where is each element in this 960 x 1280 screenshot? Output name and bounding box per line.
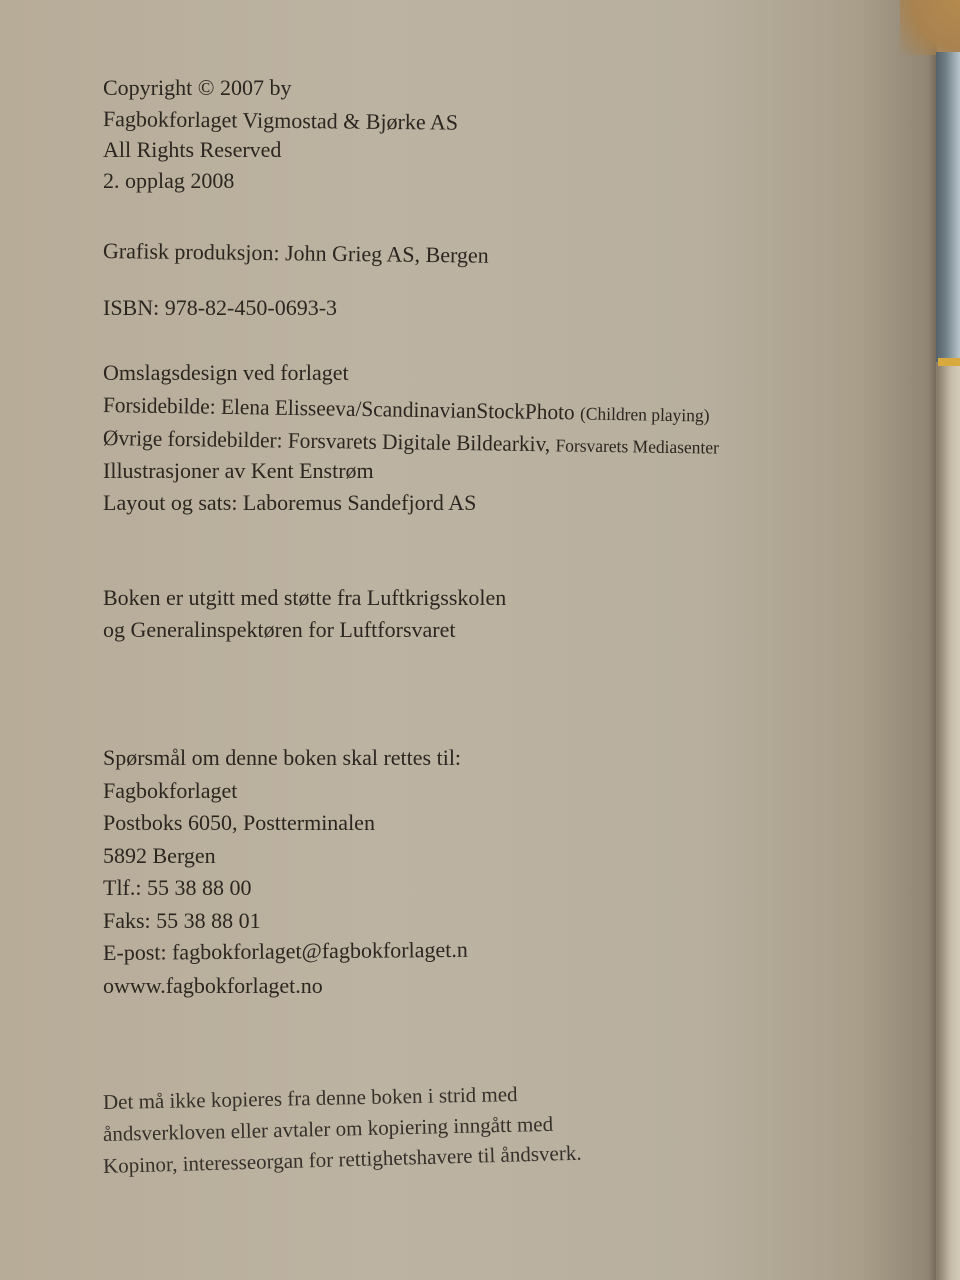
- book-cover-edge: [936, 52, 960, 362]
- contact-phone: Tlf.: 55 38 88 00: [103, 875, 252, 900]
- contact-city: 5892 Bergen: [103, 842, 216, 868]
- contact-publisher: Fagbokforlaget: [103, 777, 238, 803]
- other-cover-photos-credit: Øvrige forsidebilder: Forsvarets Digitale Bildearkiv,: [102, 425, 551, 457]
- background-surface: [900, 0, 960, 55]
- book-cover-lower-edge: [938, 366, 960, 1280]
- contact-fax: Faks: 55 38 88 01: [103, 907, 261, 933]
- copyright-line: Copyright © 2007 by: [103, 75, 292, 100]
- notice-line: Det må ikke kopieres fra denne boken i strid med: [102, 1082, 518, 1114]
- contact-block: [103, 742, 468, 1002]
- cover-photo-note: (Children playing): [579, 403, 710, 426]
- support-line: Boken er utgitt med støtte fra Luftkrigsskolen: [103, 585, 507, 610]
- credits-block: [103, 357, 738, 519]
- contact-website: owww.fagbokforlaget.no: [103, 972, 323, 998]
- notice-line: åndsverkloven eller avtaler om kopiering inngått med: [102, 1111, 554, 1146]
- cover-design-line: Omslagsdesign ved forlaget: [103, 360, 349, 385]
- publisher-name-line: Fagbokforlaget Vigmostad & Bjørke AS: [102, 106, 459, 135]
- isbn-block: [103, 292, 337, 323]
- copyright-block: [103, 72, 458, 196]
- contact-heading: Spørsmål om denne boken skal rettes til:: [103, 745, 462, 770]
- rights-line: All Rights Reserved: [103, 137, 282, 162]
- illustrations-line: Illustrasjoner av Kent Enstrøm: [103, 458, 374, 483]
- notice-line: Kopinor, interesseorgan for rettighetshavere til åndsverk.: [102, 1140, 582, 1178]
- layout-line: Layout og sats: Laboremus Sandefjord AS: [103, 490, 477, 515]
- production-line: Grafisk produksjon: John Grieg AS, Bergen: [102, 238, 489, 268]
- printing-line: 2. opplag 2008: [103, 168, 235, 193]
- support-block: [103, 582, 506, 646]
- cover-photo-credit: Forsidebilde: Elena Elisseeva/ScandinavianStockPhoto: [102, 392, 575, 425]
- isbn-line: ISBN: 978-82-450-0693-3: [103, 295, 338, 320]
- book-cover-stripe: [938, 358, 960, 366]
- contact-email: E-post: fagbokforlaget@fagbokforlaget.n: [102, 936, 468, 965]
- production-block: [103, 235, 489, 266]
- support-line: og Generalinspektøren for Luftforsvaret: [103, 617, 456, 642]
- other-cover-photos-tail: Forsvarets Mediasenter: [555, 435, 720, 458]
- copying-notice-block: [102, 1082, 582, 1182]
- contact-address: Postboks 6050, Postterminalen: [103, 810, 375, 835]
